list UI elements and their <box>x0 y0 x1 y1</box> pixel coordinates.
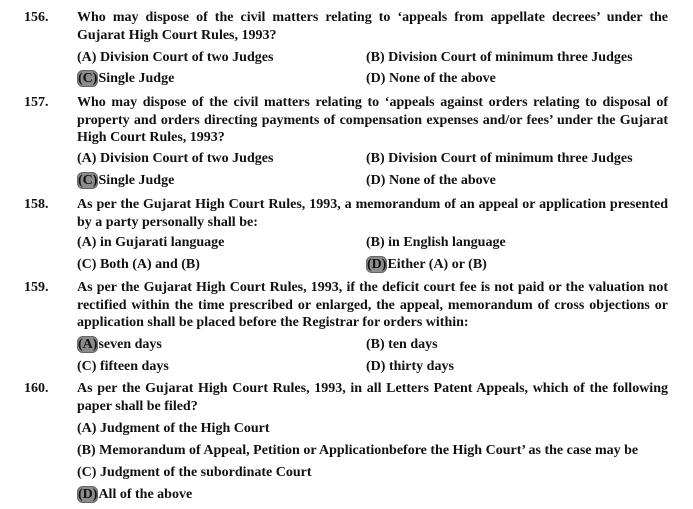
option-letter: (D) <box>366 359 386 374</box>
question-number: 156. <box>24 10 49 25</box>
option-text: fifteen days <box>99 359 169 374</box>
option-text: in Gujarati language <box>99 235 225 250</box>
question-text: As per the Gujarat High Court Rules, 1993, in all Letters Patent Appeals, which of the following paper shall be filed? <box>77 381 668 414</box>
option-text: All of the above <box>98 487 193 502</box>
option-letter: (D) <box>366 71 386 86</box>
option-letter: (B) <box>366 151 385 166</box>
option-letter: (A) <box>77 421 97 436</box>
option-text: None of the above <box>388 71 496 86</box>
question-text: Who may dispose of the civil matters relating to ‘appeals from appellate decrees’ under the Gujarat High Court Rules, 1993? <box>77 10 668 43</box>
option-letter: (B) <box>366 235 385 250</box>
option-text: Both (A) and (B) <box>99 257 200 272</box>
option-letter: (A) <box>77 50 97 65</box>
question-text: Who may dispose of the civil matters relating to ‘appeals against orders relating to disposal of property and orders directing payments of compensation expenses and/or fees’ under the Gujarat High Court Rules, 1993? <box>77 95 668 145</box>
option-b[interactable] <box>366 336 438 354</box>
option-text: in English language <box>388 235 506 250</box>
question-number: 159. <box>24 280 49 295</box>
option-c[interactable] <box>77 172 174 190</box>
option-text: Judgment of the High Court <box>99 421 270 436</box>
option-text: ten days <box>388 337 438 352</box>
option-a[interactable] <box>77 420 270 438</box>
question-number: 160. <box>24 381 49 396</box>
option-text: Single Judge <box>98 173 175 188</box>
option-a[interactable] <box>77 150 273 168</box>
option-letter: (C) <box>77 465 97 480</box>
option-b[interactable] <box>366 150 633 168</box>
question-text: As per the Gujarat High Court Rules, 1993, a memorandum of an appeal or application presented by a party personally shall be: <box>77 197 668 230</box>
option-letter: (A) <box>77 235 97 250</box>
option-text: Judgment of the subordinate Court <box>99 465 312 480</box>
option-text: Division Court of two Judges <box>99 50 274 65</box>
answer-mark: (A) <box>78 337 98 352</box>
answer-mark: (C) <box>78 173 98 188</box>
option-text: Single Judge <box>98 71 175 86</box>
option-letter: (B) <box>366 50 385 65</box>
option-c[interactable] <box>77 358 169 376</box>
question-text: As per the Gujarat High Court Rules, 1993, if the deficit court fee is not paid or the valuation not rectified within the time prescribed or enlarged, the appeal, memorandum of cross objections or application shall be placed before the Registrar for orders within: <box>77 280 668 330</box>
option-b[interactable] <box>77 442 638 460</box>
question-number: 157. <box>24 95 49 110</box>
option-d[interactable] <box>366 358 454 376</box>
option-a[interactable] <box>77 49 273 67</box>
answer-mark: (D) <box>367 257 387 272</box>
option-a[interactable] <box>77 234 224 252</box>
option-text: None of the above <box>388 173 496 188</box>
option-b[interactable] <box>366 234 506 252</box>
option-letter: (B) <box>77 443 96 458</box>
option-text: Division Court of two Judges <box>99 151 274 166</box>
option-text: Either (A) or (B) <box>387 257 487 272</box>
option-c[interactable] <box>77 464 312 482</box>
option-c[interactable] <box>77 256 200 274</box>
option-d[interactable] <box>77 486 192 504</box>
option-d[interactable] <box>366 70 496 88</box>
option-text: Memorandum of Appeal, Petition or Applicationbefore the High Court’ as the case may be <box>99 443 639 458</box>
question-number: 158. <box>24 197 49 212</box>
option-c[interactable] <box>77 70 174 88</box>
option-text: thirty days <box>388 359 454 374</box>
option-text: Division Court of minimum three Judges <box>388 151 633 166</box>
option-letter: (C) <box>77 257 97 272</box>
option-d[interactable] <box>366 256 487 274</box>
answer-mark: (C) <box>78 71 98 86</box>
option-b[interactable] <box>366 49 633 67</box>
option-d[interactable] <box>366 172 496 190</box>
option-letter: (B) <box>366 337 385 352</box>
option-text: Division Court of minimum three Judges <box>388 50 633 65</box>
answer-mark: (D) <box>78 487 98 502</box>
option-a[interactable] <box>77 336 162 354</box>
option-letter: (D) <box>366 173 386 188</box>
option-letter: (C) <box>77 359 97 374</box>
option-letter: (A) <box>77 151 97 166</box>
option-text: seven days <box>98 337 162 352</box>
